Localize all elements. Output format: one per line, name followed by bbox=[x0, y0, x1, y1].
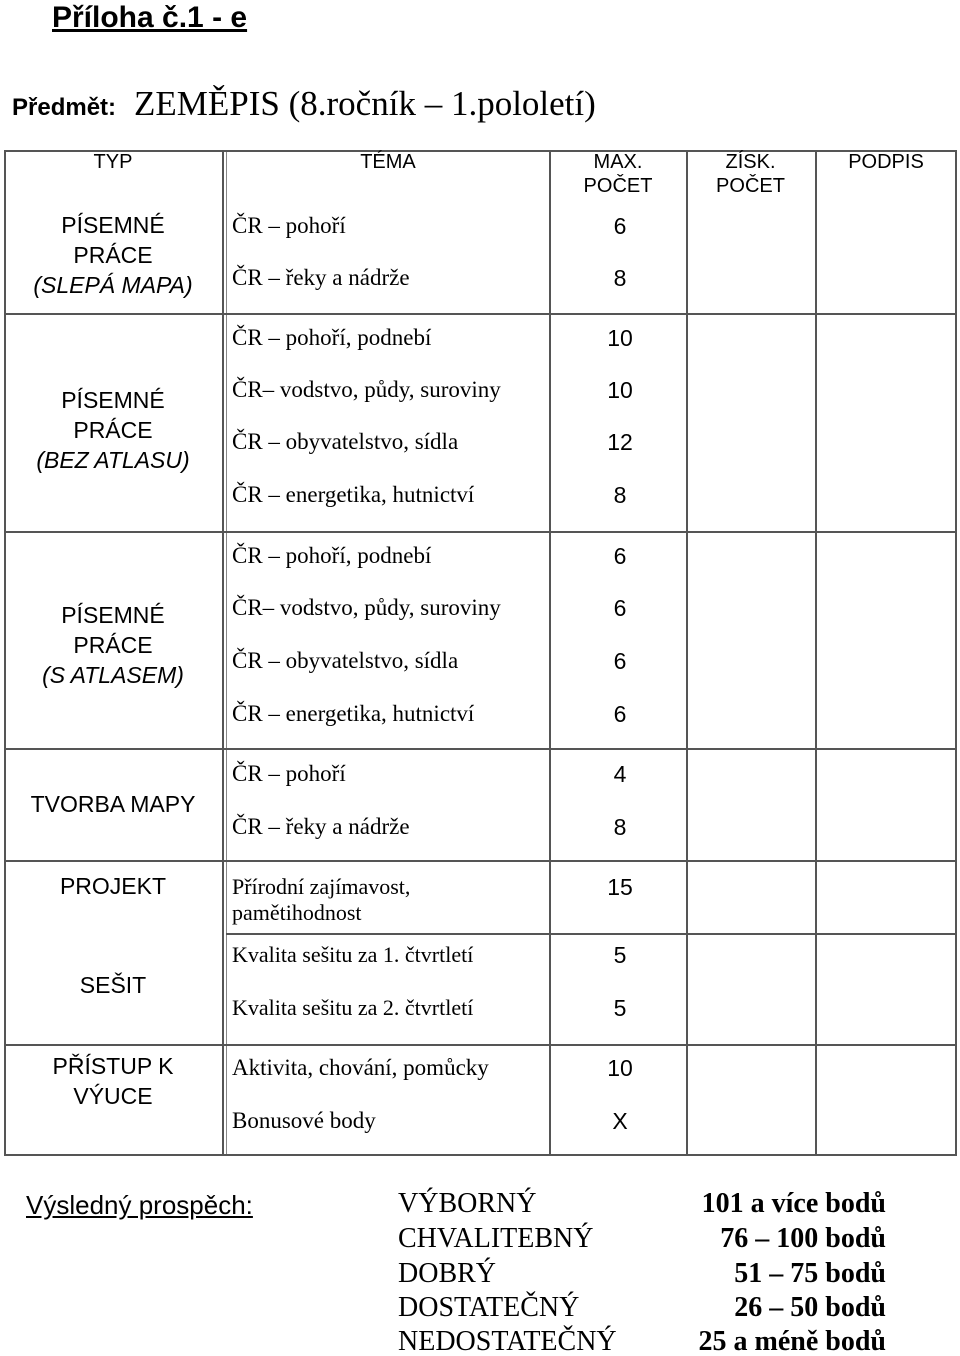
max-points: 6 bbox=[613, 701, 627, 727]
topic-cell: ČR – řeky a nádrže bbox=[232, 265, 410, 290]
max-points: 4 bbox=[613, 761, 627, 787]
max-points: 6 bbox=[613, 648, 627, 674]
header-max-line2: POČET bbox=[583, 175, 653, 197]
max-points: 6 bbox=[613, 543, 627, 569]
grade-name: DOSTATEČNÝ bbox=[398, 1292, 580, 1323]
topic-cell: ČR – obyvatelstvo, sídla bbox=[232, 648, 459, 673]
subject-label: Předmět: bbox=[12, 94, 117, 121]
grade-range: 26 – 50 bodů bbox=[734, 1292, 886, 1323]
max-points: 10 bbox=[607, 377, 633, 403]
type-cell bbox=[6, 205, 220, 305]
max-points: 5 bbox=[613, 942, 627, 968]
type-line: PRÁCE bbox=[73, 242, 153, 268]
grade-name: DOBRÝ bbox=[398, 1258, 497, 1289]
page-title: Příloha č.1 - e bbox=[52, 1, 248, 34]
max-points: 8 bbox=[613, 265, 627, 291]
max-points: 6 bbox=[613, 213, 627, 239]
type-cell bbox=[6, 869, 220, 903]
max-points: 8 bbox=[613, 814, 627, 840]
row-divider bbox=[4, 860, 957, 862]
grade-name: VÝBORNÝ bbox=[398, 1188, 537, 1219]
type-line: PŘÍSTUP K bbox=[52, 1053, 174, 1079]
topic-cell: ČR – energetika, hutnictví bbox=[232, 701, 475, 726]
max-points: 5 bbox=[613, 995, 627, 1021]
subject-value: ZEMĚPIS (8.ročník – 1.pololetí) bbox=[134, 84, 596, 123]
topic-cell: ČR– vodstvo, půdy, suroviny bbox=[232, 377, 501, 402]
type-line: SEŠIT bbox=[79, 972, 147, 998]
grade-range: 51 – 75 bodů bbox=[734, 1258, 886, 1289]
type-line: PÍSEMNÉ bbox=[61, 387, 165, 413]
type-cell bbox=[6, 1050, 220, 1112]
row-divider bbox=[4, 748, 957, 750]
header-max-line1: MAX. bbox=[593, 151, 643, 173]
row-divider bbox=[4, 1044, 957, 1046]
type-cell bbox=[6, 940, 220, 1030]
header-zisk bbox=[688, 150, 813, 198]
topic-cell: ČR – pohoří, podnebí bbox=[232, 543, 432, 568]
type-line: PÍSEMNÉ bbox=[61, 602, 165, 628]
topic-cell: Aktivita, chování, pomůcky bbox=[232, 1055, 489, 1080]
grade-range: 25 a méně bodů bbox=[698, 1326, 886, 1356]
header-typ: TYP bbox=[93, 151, 133, 173]
max-points: 15 bbox=[607, 874, 633, 900]
grade-name: NEDOSTATEČNÝ bbox=[398, 1326, 617, 1356]
header-zisk-line2: POČET bbox=[716, 175, 785, 197]
max-points: 6 bbox=[613, 595, 627, 621]
topic-cell: Kvalita sešitu za 2. čtvrtletí bbox=[232, 995, 474, 1020]
topic-cell: ČR – pohoří bbox=[232, 761, 346, 786]
type-cell bbox=[6, 752, 220, 856]
max-points: 8 bbox=[613, 482, 627, 508]
type-line: PÍSEMNÉ bbox=[61, 212, 165, 238]
col-divider bbox=[815, 150, 817, 1156]
max-points: 12 bbox=[607, 429, 633, 455]
type-line: (S ATLASEM) bbox=[42, 662, 184, 688]
type-line: PRÁCE bbox=[73, 417, 153, 443]
topic-cell: ČR – energetika, hutnictví bbox=[232, 482, 475, 507]
topic-cell: Bonusové body bbox=[232, 1108, 376, 1133]
max-points: 10 bbox=[607, 1055, 633, 1081]
topic-cell: Přírodní zajímavost, pamětihodnost bbox=[232, 874, 411, 925]
grade-name: CHVALITEBNÝ bbox=[398, 1223, 594, 1254]
type-line: PROJEKT bbox=[59, 873, 167, 899]
result-label: Výsledný prospěch: bbox=[26, 1190, 253, 1220]
header-zisk-line1: ZÍSK. bbox=[725, 151, 776, 173]
col-divider bbox=[222, 150, 224, 1156]
topic-cell: ČR– vodstvo, půdy, suroviny bbox=[232, 595, 501, 620]
header-tema: TÉMA bbox=[360, 151, 416, 173]
topic-cell: ČR – pohoří, podnebí bbox=[232, 325, 432, 350]
grade-range: 101 a více bodů bbox=[701, 1188, 886, 1219]
row-divider bbox=[4, 531, 957, 533]
header-podpis: PODPIS bbox=[848, 151, 924, 173]
col-divider bbox=[955, 150, 957, 1156]
col-divider bbox=[226, 150, 227, 1156]
type-cell bbox=[6, 595, 220, 695]
header-max bbox=[552, 150, 684, 198]
row-divider bbox=[226, 933, 957, 935]
row-divider bbox=[4, 1154, 957, 1156]
topic-cell: ČR – řeky a nádrže bbox=[232, 814, 410, 839]
max-points: 10 bbox=[607, 325, 633, 351]
type-line: (SLEPÁ MAPA) bbox=[33, 272, 193, 298]
type-line: VÝUCE bbox=[73, 1083, 153, 1109]
type-line: (BEZ ATLASU) bbox=[36, 447, 190, 473]
row-divider bbox=[4, 313, 957, 315]
grade-range: 76 – 100 bodů bbox=[720, 1223, 886, 1254]
col-divider bbox=[686, 150, 688, 1156]
type-cell bbox=[6, 380, 220, 480]
topic-cell: Kvalita sešitu za 1. čtvrtletí bbox=[232, 942, 474, 967]
topic-cell: ČR – pohoří bbox=[232, 213, 346, 238]
max-points: X bbox=[612, 1108, 628, 1134]
type-line: PRÁCE bbox=[73, 632, 153, 658]
topic-cell: ČR – obyvatelstvo, sídla bbox=[232, 429, 459, 454]
type-line: TVORBA MAPY bbox=[30, 791, 196, 817]
